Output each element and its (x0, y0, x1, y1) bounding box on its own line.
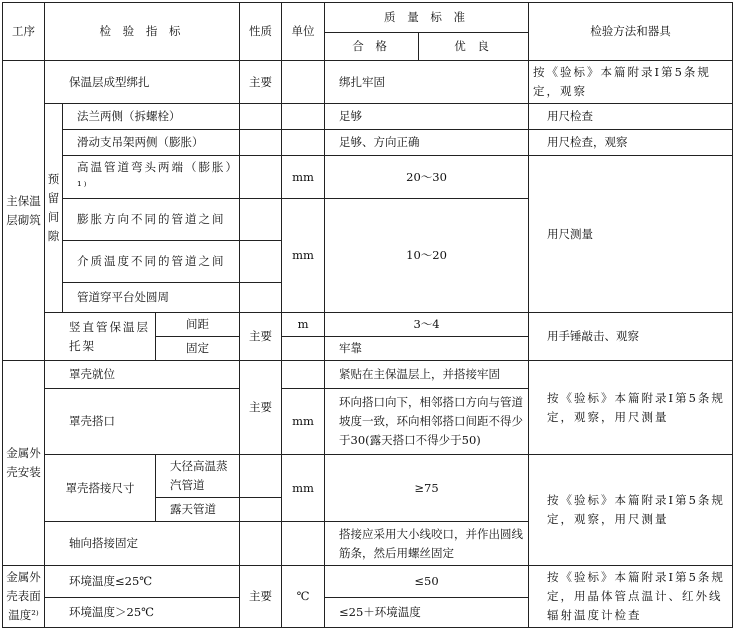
lap-size-unit: mm (282, 455, 325, 522)
vertical-nature: 主要 (240, 313, 282, 361)
vertical-spacing-standard: 3～4 (325, 313, 529, 337)
steam-pipe-nature (240, 455, 282, 498)
forming-unit (282, 61, 325, 104)
forming-method: 按《验标》本篇附录Ⅰ第5条规定，观察 (529, 61, 733, 104)
outdoor-pipe-nature (240, 498, 282, 522)
sliding-nature (240, 130, 282, 156)
header-excellent: 优 良 (419, 33, 529, 61)
medium-temp-nature (240, 241, 282, 283)
sliding-label: 滑动支吊架两侧（膨胀） (63, 130, 240, 156)
inspection-table (2, 2, 733, 628)
bend-label: 高温管道弯头两端（膨胀）¹⁾ (63, 156, 240, 199)
lap-size-standard: ≥75 (325, 455, 529, 522)
category-insulation: 主保温层砌筑 (3, 61, 45, 361)
bend-nature (240, 156, 282, 199)
high-temp-standard: ≤25＋环境温度 (325, 598, 529, 628)
bend-standard: 20～30 (325, 156, 529, 199)
expansion-nature (240, 199, 282, 241)
bend-unit: mm (282, 156, 325, 199)
positioning-unit (282, 361, 325, 389)
forming-standard: 绑扎牢固 (325, 61, 529, 104)
steam-pipe-label: 大径高温蒸汽管道 (156, 455, 240, 498)
header-indicator: 检 验 指 标 (45, 3, 240, 61)
category-metal-shell: 金属外壳安装 (3, 361, 45, 566)
vertical-fixed-standard: 牢靠 (325, 337, 529, 361)
axial-nature (240, 522, 282, 566)
axial-standard: 搭接应采用大小线咬口，并作出圆线筋条，然后用螺丝固定 (325, 522, 529, 566)
header-process: 工序 (3, 3, 45, 61)
platform-nature (240, 283, 282, 313)
header-quality-standard: 质 量 标 准 (325, 3, 529, 33)
gap-group-label: 预留间隙 (45, 104, 63, 313)
low-temp-standard: ≤50 (325, 566, 529, 598)
surface-method: 按《验标》本篇附录Ⅰ第5条规定，用晶体管点温计、红外线辐射温度计检查 (529, 566, 733, 628)
shell-method-bottom: 按《验标》本篇附录Ⅰ第5条规定，观察，用尺测量 (529, 455, 733, 566)
axial-unit (282, 522, 325, 566)
lap-joint-label: 罩壳搭口 (45, 389, 240, 455)
shell-nature: 主要 (240, 361, 282, 455)
flange-nature (240, 104, 282, 130)
vertical-fixed-label: 固定 (156, 337, 240, 361)
vertical-spacing-unit: m (282, 313, 325, 337)
flange-label: 法兰两侧（拆螺栓） (63, 104, 240, 130)
gap-standard: 10～20 (325, 199, 529, 313)
sliding-unit (282, 130, 325, 156)
header-method: 检验方法和器具 (529, 3, 733, 61)
category-surface-temp: 金属外壳表面温度²⁾ (3, 566, 45, 628)
outdoor-pipe-label: 露天管道 (156, 498, 240, 522)
forming-nature: 主要 (240, 61, 282, 104)
flange-unit (282, 104, 325, 130)
medium-temp-label: 介质温度不同的管道之间 (63, 241, 240, 283)
gap-unit: mm (282, 199, 325, 313)
surface-unit: ℃ (282, 566, 325, 628)
sliding-method: 用尺检查，观察 (529, 130, 733, 156)
flange-method: 用尺检查 (529, 104, 733, 130)
lap-size-label: 罩壳搭接尺寸 (45, 455, 156, 522)
positioning-standard: 紧贴在主保温层上，并搭接牢固 (325, 361, 529, 389)
lap-joint-unit: mm (282, 389, 325, 455)
sliding-standard: 足够、方向正确 (325, 130, 529, 156)
surface-nature: 主要 (240, 566, 282, 628)
flange-standard: 足够 (325, 104, 529, 130)
header-unit: 单位 (282, 3, 325, 61)
expansion-label: 膨胀方向不同的管道之间 (63, 199, 240, 241)
vertical-support-label: 竖直管保温层托架 (45, 313, 156, 361)
platform-label: 管道穿平台处圆周 (63, 283, 240, 313)
shell-method-top: 按《验标》本篇附录Ⅰ第5条规定，观察，用尺测量 (529, 361, 733, 455)
axial-label: 轴向搭接固定 (45, 522, 240, 566)
gap-method: 用尺测量 (529, 156, 733, 313)
header-nature: 性质 (240, 3, 282, 61)
lap-joint-standard: 环向搭口向下，相邻搭口方向与管道坡度一致，环向相邻搭口间距不得少于30(露天搭口不得少于50) (325, 389, 529, 455)
vertical-method: 用手锤敲击、观察 (529, 313, 733, 361)
positioning-label: 罩壳就位 (45, 361, 240, 389)
header-pass: 合 格 (325, 33, 419, 61)
forming-label: 保温层成型绑扎 (45, 61, 240, 104)
vertical-fixed-unit (282, 337, 325, 361)
vertical-spacing-label: 间距 (156, 313, 240, 337)
low-temp-label: 环境温度≤25℃ (45, 566, 240, 598)
high-temp-label: 环境温度＞25℃ (45, 598, 240, 628)
